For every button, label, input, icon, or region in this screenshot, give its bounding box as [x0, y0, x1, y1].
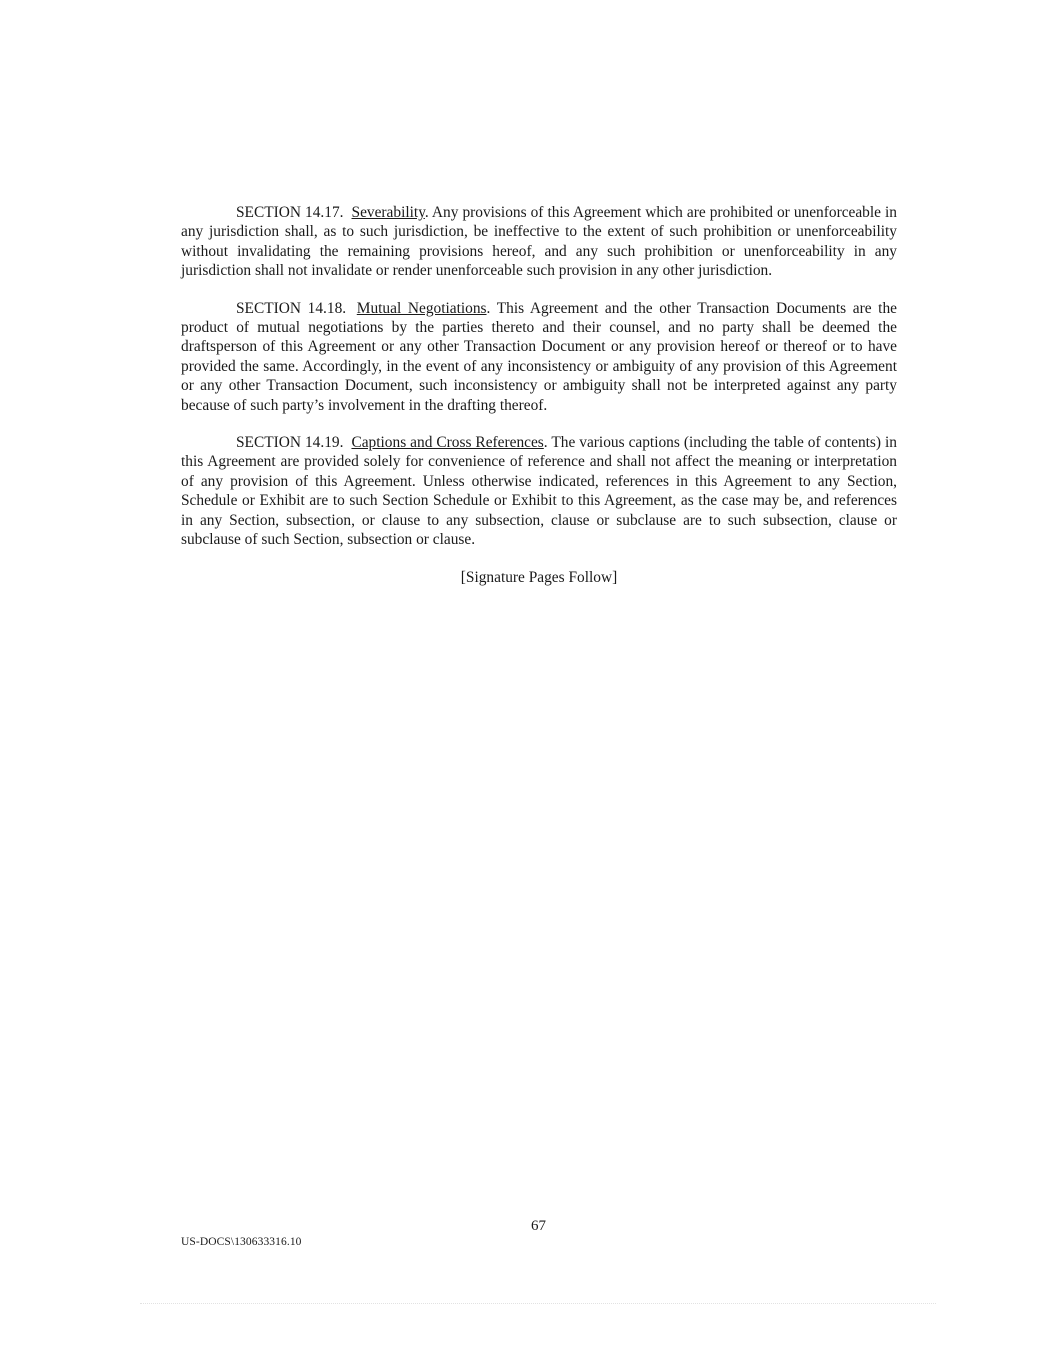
page-number: 67: [531, 1218, 546, 1234]
section-number: SECTION 14.19.: [236, 434, 344, 452]
section-caption: Mutual Negotiations: [356, 299, 487, 317]
section-text: . This Agreement and the other Transaction Documents are the product of mutual negotiations by the parties thereto and their counsel, and no party shall be deemed the draftsperson of this Agreement or any other Transaction Document or any provision hereof or thereof or to have provided the same. Accordingly, in the event of any inconsistency or ambiguity of any provision of this Agreement or any other Transaction Document, such inconsistency or ambiguity shall not be interpreted against any party because of such party’s involvement in the drafting thereof.: [181, 299, 897, 414]
section-caption: Captions and Cross References: [351, 434, 544, 452]
document-body: [181, 203, 897, 587]
section-text: . Any provisions of this Agreement which are prohibited or unenforceable in any jurisdiction shall, as to such jurisdiction, be ineffective to the extent of such prohibition or unenforceability without invalidating the remaining provisions hereof, and any such prohibition or unenforceability in any jurisdiction shall not invalidate or render unenforceable such provision in any other jurisdiction.: [181, 204, 897, 280]
section-number: SECTION 14.18.: [236, 299, 347, 317]
section-caption: Severability: [351, 204, 425, 221]
section-number: SECTION 14.17.: [236, 204, 344, 221]
signature-pages-note: [Signature Pages Follow]: [460, 568, 618, 586]
document-id: US-DOCS\130633316.10: [181, 1236, 302, 1248]
section-text: . The various captions (including the table of contents) in this Agreement are provided solely for convenience of reference and shall not affect the meaning or interpretation of any provision of this Agreement. Unless otherwise indicated, references in this Agreement to any Section, Schedule or Exhibit are to such Section Schedule or Exhibit to this Agreement, as the case may be, and references in any Section, subsection, or clause to any subsection, clause or subclause are to such subsection, clause or subclause of such Section, subsection or clause.: [181, 434, 897, 549]
section-14-18: [181, 299, 897, 415]
section-14-17: [181, 203, 897, 281]
section-14-19: [181, 433, 897, 549]
page-bottom-divider: [140, 1303, 936, 1304]
